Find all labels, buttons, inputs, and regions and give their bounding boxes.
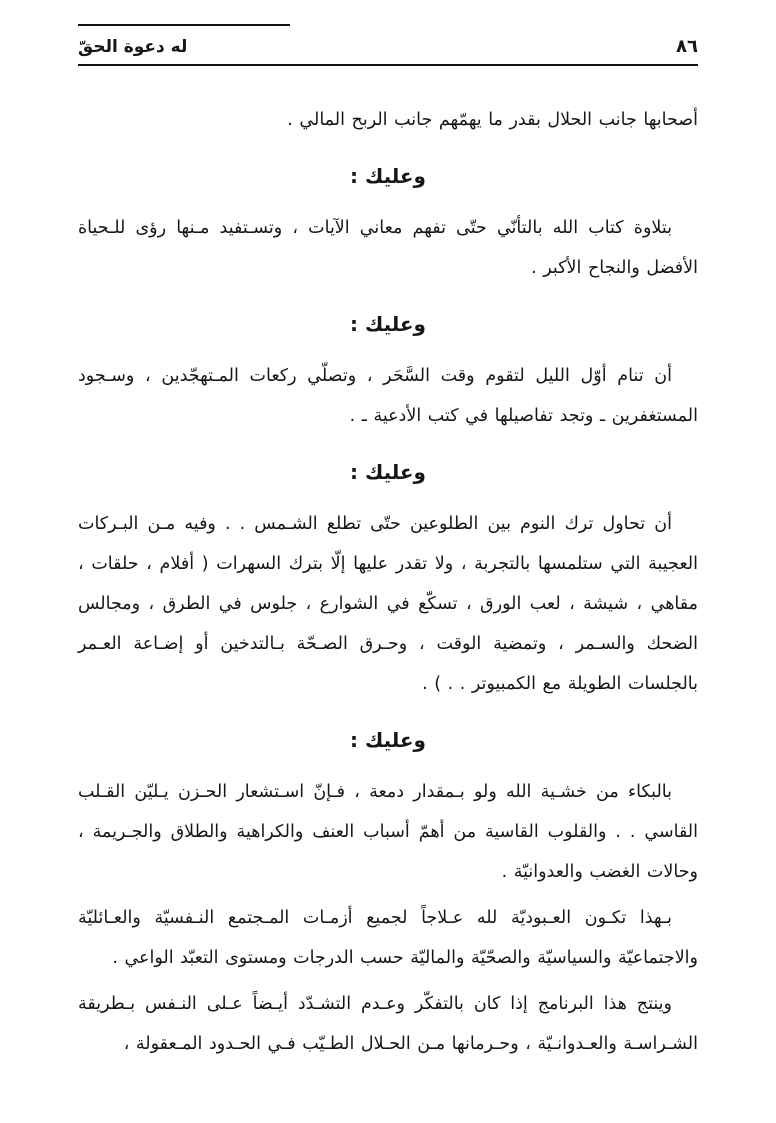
header-row xyxy=(78,36,698,57)
page-number: ٨٦ xyxy=(676,36,698,57)
header-divider xyxy=(78,64,698,66)
paragraph: أن تحاول ترك النوم بين الطلوعين حتّى تطلع الشـمس . . وفيه مـن البـركات العجيبة التي ستلمسها بالتجربة ، ولا تقدر عليها إلّا بترك السهرات ( أفلام ، حلقات ، مقاهي ، شيشة ، لعب الورق ، تسكّع في الشوارع ، جلوس في الطرق ، ومجالس الضحك والسـمر ، وتمضية الوقت ، وحـرق الصـحّة بـالتدخين أو إضـاعة العـمر بالجلسات الطويلة مع الكمبيوتر . . ) . xyxy=(78,514,698,694)
paragraph: وينتج هذا البرنامج إذا كان بالتفكّر وعـدم التشـدّد أيـضاً عـلى النـفس بـطريقة الشـراسـة والعـدوانـيّة ، وحـرمانها مـن الحـلال الطـيّب فـي الحـدود المـعقولة ، xyxy=(78,994,698,1054)
header-top-rule xyxy=(78,24,290,26)
section-heading: وعليك : xyxy=(349,460,426,484)
paragraph: بالبكاء من خشـية الله ولو بـمقدار دمعة ، فـإنّ اسـتشعار الحـزن يـليّن القـلب القاسي . . والقلوب القاسية من أهمّ أسباب العنف والكراهية والطلاق والجـريمة ، وحالات الغضب والعدوانيّة . xyxy=(78,782,698,882)
paragraph: بتلاوة كتاب الله بالتأنّي حتّى تفهم معاني الآيات ، وتسـتفيد مـنها رؤى للـحياة الأفضل والنجاح الأكبر . xyxy=(78,218,698,278)
section-heading: وعليك : xyxy=(349,728,426,752)
book-title: له دعوة الحقّ xyxy=(78,37,188,57)
page-content xyxy=(78,100,698,1064)
paragraph: أصحابها جانب الحلال بقدر ما يهمّهم جانب الربح المالي . xyxy=(287,110,698,130)
paragraph: أن تنام أوّل الليل لتقوم وقت السَّحَر ، وتصلّي ركعات المـتهجّدين ، وسـجود المستغفرين ـ وتجد تفاصيلها في كتب الأدعية ـ . xyxy=(78,366,698,426)
page-header xyxy=(78,24,698,66)
section-heading: وعليك : xyxy=(349,312,426,336)
paragraph: بـهذا تكـون العـبوديّة لله عـلاجاً لجميع أزمـات المـجتمع النـفسيّة والعـائليّة والاجتماعيّة والسياسيّة والصحّيّة والماليّة حسب الدرجات ومستوى التعبّد الواعي . xyxy=(78,908,698,968)
section-heading: وعليك : xyxy=(349,164,426,188)
